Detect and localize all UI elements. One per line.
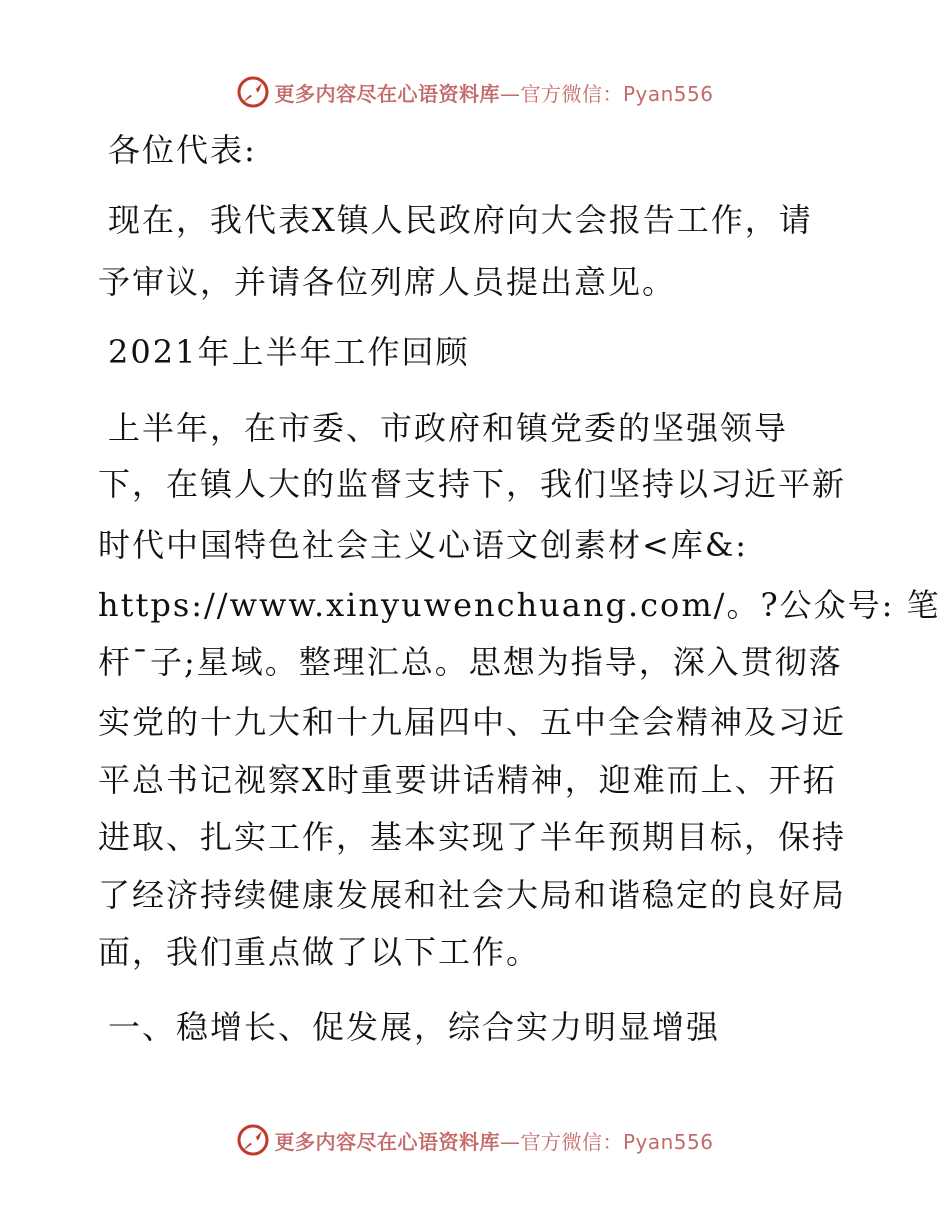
section-heading: 一、稳增长、促发展，综合实力明显增强 — [108, 1008, 721, 1046]
text-line: 时代中国特色社会主义心语文创素材<库&: — [98, 526, 749, 564]
header-watermark — [0, 72, 950, 112]
watermark-brand: 更多内容尽在心语资料库 — [274, 81, 500, 106]
text-line: 平总书记视察X时重要讲话精神，迎难而上、开拓 — [98, 761, 837, 799]
quill-logo-icon — [236, 1123, 270, 1157]
text-line: 各位代表: — [108, 131, 257, 169]
text-line: 杆¯子;星域。整理汇总。思想为指导，深入贯彻落 — [98, 643, 843, 681]
text-line: 上半年，在市委、市政府和镇党委的坚强领导 — [108, 409, 789, 447]
text-line: 下，在镇人大的监督支持下，我们坚持以习近平新 — [98, 465, 847, 503]
text-line: 2021年上半年工作回顾 — [108, 333, 470, 371]
text-line: 了经济持续健康发展和社会大局和谐稳定的良好局 — [98, 876, 847, 914]
text-line: 面，我们重点做了以下工作。 — [98, 933, 541, 971]
text-line: 实党的十九大和十九届四中、五中全会精神及习近 — [98, 703, 847, 741]
text-line: 现在，我代表X镇人民政府向大会报告工作，请 — [108, 201, 813, 239]
quill-logo-icon — [236, 75, 270, 109]
watermark-suffix: —官方微信：Pyan556 — [499, 81, 714, 106]
text-line: 进取、扎实工作，基本实现了半年预期目标，保持 — [98, 818, 847, 856]
text-line: https://www.xinyuwenchuang.com/。?公众号: 笔 — [98, 586, 941, 624]
footer-watermark — [0, 1120, 950, 1160]
watermark-suffix: —官方微信：Pyan556 — [499, 1129, 714, 1154]
watermark-brand: 更多内容尽在心语资料库 — [274, 1129, 500, 1154]
text-line: 予审议，并请各位列席人员提出意见。 — [98, 263, 677, 301]
